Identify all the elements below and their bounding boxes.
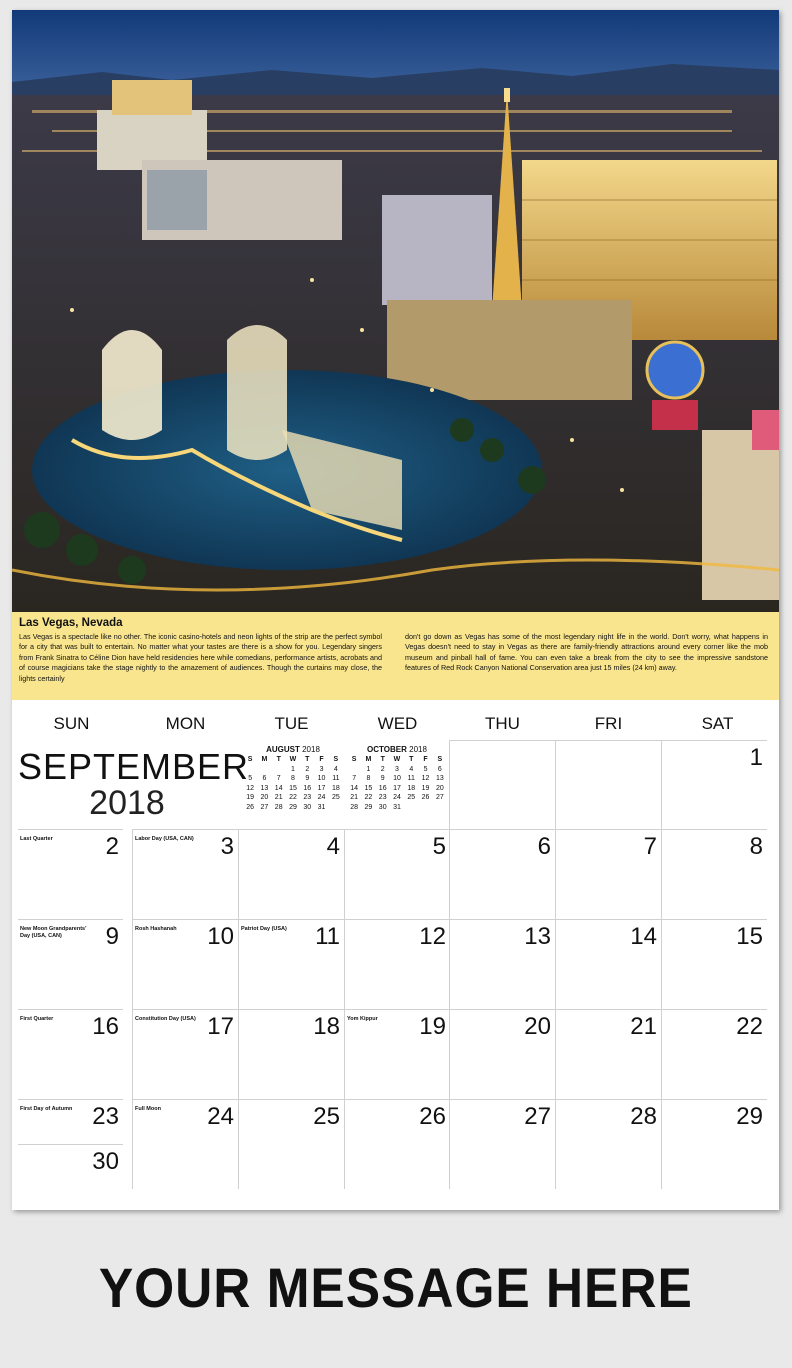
mini-day: 4 (333, 765, 338, 773)
day-number: 2 (105, 833, 119, 860)
mini-day: 4 (409, 765, 414, 773)
day-cell-30 (18, 1144, 123, 1189)
day-number: 10 (207, 923, 234, 950)
caption-text-left: Las Vegas is a spectacle like no other. The iconic casino-hotels and neon lights of the strip are the perfect symbol for a city that was built to entertain. No matter what your tastes are there is a show for you. Legendary singers from Frank Sinatra to Céline Dion have held residencies here while comedians, performance artists, acrobats and of course magicians take the stage nightly to the amazement of audiences. Though the curtains may close, the lights certainly (19, 632, 382, 683)
ad-text: YOUR MESSAGE HERE (99, 1256, 693, 1319)
mini-day: 31 (393, 803, 401, 811)
year-title: 2018 (89, 784, 165, 822)
empty-day-cell (449, 740, 555, 830)
mini-day: 20 (435, 784, 444, 792)
mini-day: 10 (393, 775, 401, 783)
mini-day: 2 (380, 765, 385, 773)
day-cell-18 (238, 1009, 344, 1099)
day-cell-20 (449, 1009, 555, 1099)
mini-day: 15 (289, 784, 297, 792)
day-cell-22 (661, 1009, 767, 1099)
mini-weekday: S (247, 756, 253, 764)
mini-day: 22 (364, 794, 373, 802)
mini-weekday: F (319, 756, 324, 764)
mini-day: 20 (260, 794, 269, 802)
mini-day (243, 765, 257, 775)
day-number: 23 (92, 1103, 119, 1130)
day-number: 26 (419, 1103, 446, 1130)
mini-day (418, 803, 432, 813)
day-number: 25 (313, 1103, 340, 1130)
mini-day: 5 (423, 765, 428, 773)
mini-day: 12 (246, 784, 255, 792)
mini-day: 1 (366, 765, 371, 773)
mini-day: 17 (317, 784, 326, 792)
mini-day: 15 (364, 784, 373, 792)
day-name-sun: SUN (53, 714, 90, 733)
day-cell-17 (132, 1009, 238, 1099)
mini-day: 21 (274, 794, 283, 802)
mini-day: 11 (332, 775, 340, 783)
day-event: Constitution Day (USA) (135, 1016, 196, 1022)
mini-day (433, 803, 447, 813)
day-name-sat: SAT (701, 714, 734, 733)
mini-day: 26 (421, 794, 430, 802)
mini-october-month: OCTOBER (367, 745, 407, 754)
day-cell-2 (18, 829, 123, 919)
day-cell-3 (132, 829, 238, 919)
day-number: 28 (630, 1103, 657, 1130)
mini-day: 18 (407, 784, 416, 792)
day-name-fri: FRI (594, 714, 623, 733)
day-event: New Moon Grandparents' Day (USA, CAN) (20, 926, 87, 939)
your-message-banner (0, 1255, 792, 1320)
mini-weekday: T (276, 756, 281, 764)
day-cell-26 (344, 1099, 450, 1189)
mini-day (347, 765, 361, 775)
mini-day: 11 (407, 775, 415, 783)
day-number: 1 (749, 744, 763, 771)
day-event: Last Quarter (20, 836, 53, 842)
day-event: Full Moon (135, 1106, 161, 1112)
day-cell-28 (555, 1099, 661, 1189)
mini-day: 8 (366, 775, 371, 783)
las-vegas-photo (12, 10, 779, 612)
mini-day: 16 (378, 784, 387, 792)
mini-day: 28 (350, 803, 359, 811)
day-number: 7 (643, 833, 657, 860)
mini-weekday: W (289, 756, 297, 764)
day-cell-27 (449, 1099, 555, 1189)
mini-day: 28 (274, 803, 283, 811)
day-number: 8 (749, 833, 763, 860)
mini-day: 22 (289, 794, 297, 802)
mini-day: 18 (331, 784, 340, 792)
day-number: 21 (630, 1013, 657, 1040)
day-cell-21 (555, 1009, 661, 1099)
day-number: 22 (736, 1013, 763, 1040)
mini-weekday: T (380, 756, 385, 764)
mini-weekday: T (305, 756, 310, 764)
mini-day: 27 (260, 803, 269, 811)
day-number: 9 (105, 923, 119, 950)
day-number: 20 (524, 1013, 551, 1040)
day-number: 12 (419, 923, 446, 950)
day-cell-7 (555, 829, 661, 919)
day-cell-9 (18, 919, 123, 1009)
day-name-tue: TUE (274, 714, 309, 733)
day-number: 29 (736, 1103, 763, 1130)
mini-day: 6 (262, 775, 267, 783)
mini-day: 6 (437, 765, 442, 773)
mini-day: 3 (319, 765, 324, 773)
day-number: 27 (524, 1103, 551, 1130)
mini-weekday: W (393, 756, 401, 764)
empty-day-cell (661, 740, 767, 830)
mini-day: 23 (303, 794, 312, 802)
mini-day: 21 (350, 794, 359, 802)
mini-day: 10 (317, 775, 326, 783)
mini-day: 26 (246, 803, 255, 811)
mini-day: 25 (331, 794, 340, 802)
mini-day: 30 (378, 803, 387, 811)
mini-day: 27 (435, 794, 444, 802)
mini-day: 25 (407, 794, 416, 802)
day-number: 13 (524, 923, 551, 950)
mini-day: 16 (303, 784, 312, 792)
day-cell-16 (18, 1009, 123, 1099)
day-number: 17 (207, 1013, 234, 1040)
mini-day: 5 (248, 775, 253, 783)
day-cell-6 (449, 829, 555, 919)
mini-day: 12 (421, 775, 430, 783)
mini-day: 13 (435, 775, 444, 783)
day-number: 16 (92, 1013, 119, 1040)
mini-day: 23 (378, 794, 387, 802)
mini-day: 8 (291, 775, 295, 783)
mini-day: 24 (393, 794, 401, 802)
day-number: 18 (313, 1013, 340, 1040)
day-cell-4 (238, 829, 344, 919)
day-cell-29 (661, 1099, 767, 1189)
mini-weekday: S (351, 756, 357, 764)
mini-day: 14 (274, 784, 283, 792)
mini-day (329, 803, 343, 813)
day-cell-13 (449, 919, 555, 1009)
mini-august-month: AUGUST (266, 745, 300, 754)
mini-october-year: 2018 (409, 745, 427, 754)
mini-day: 3 (395, 765, 399, 773)
empty-day-cell (555, 740, 661, 830)
day-event: First Quarter (20, 1016, 54, 1022)
day-cell-8 (661, 829, 767, 919)
caption-title: Las Vegas, Nevada (19, 617, 123, 629)
mini-day: 31 (317, 803, 326, 811)
mini-day: 14 (350, 784, 359, 792)
month-title: SEPTEMBER (18, 746, 250, 787)
day-cell-15 (661, 919, 767, 1009)
day-name-wed: WED (377, 714, 418, 733)
mini-day: 17 (393, 784, 401, 792)
day-number: 14 (630, 923, 657, 950)
mini-day: 9 (380, 775, 385, 783)
mini-day: 7 (276, 775, 281, 783)
day-cell-24 (132, 1099, 238, 1189)
day-cell-19 (344, 1009, 450, 1099)
mini-calendar-august (243, 745, 343, 812)
day-cell-5 (344, 829, 450, 919)
day-cell-25 (238, 1099, 344, 1189)
day-number: 24 (207, 1103, 234, 1130)
day-number: 3 (220, 833, 234, 860)
day-name-thu: THU (485, 714, 520, 733)
day-number: 30 (92, 1148, 119, 1175)
mini-day (404, 803, 418, 813)
day-number: 5 (432, 833, 446, 860)
day-number: 4 (326, 833, 340, 860)
mini-day: 1 (291, 765, 295, 773)
day-number: 19 (419, 1013, 446, 1040)
photo-caption (12, 612, 779, 700)
mini-day: 2 (305, 765, 310, 773)
mini-weekday: S (333, 756, 339, 764)
mini-weekday: T (409, 756, 414, 764)
mini-day: 19 (246, 794, 255, 802)
mini-day (257, 765, 271, 775)
mini-day: 9 (305, 775, 310, 783)
day-event: First Day of Autumn (20, 1106, 73, 1112)
mini-day: 7 (352, 775, 357, 783)
mini-weekday: F (423, 756, 428, 764)
mini-day: 29 (289, 803, 297, 811)
day-cell-14 (555, 919, 661, 1009)
mini-day: 24 (317, 794, 326, 802)
day-event: Labor Day (USA, CAN) (135, 836, 194, 842)
day-event: Patriot Day (USA) (241, 926, 287, 932)
mini-day: 13 (260, 784, 269, 792)
day-event: Rosh Hashanah (135, 926, 177, 932)
mini-weekday: S (437, 756, 443, 764)
day-event: Yom Kippur (347, 1016, 378, 1022)
caption-text-right: don't go down as Vegas has some of the most legendary night life in the world. Don't worry, what happens in Vegas doesn't need to stay in Vegas as there are family-friendly attractions around every corner like the mob museum and pinball hall of fame. You can even take a break from the city to see the impressive sandstone features of Red Rock Canyon National Conservation area just 15 miles (24 km) away. (405, 632, 768, 673)
mini-day: 30 (303, 803, 312, 811)
day-cell-12 (344, 919, 450, 1009)
day-name-mon: MON (165, 714, 206, 733)
day-number: 15 (736, 923, 763, 950)
mini-weekday: M (261, 756, 268, 764)
mini-day: 29 (364, 803, 373, 811)
mini-weekday: M (365, 756, 372, 764)
day-number: 6 (537, 833, 551, 860)
day-cell-10 (132, 919, 238, 1009)
mini-day: 19 (421, 784, 430, 792)
mini-august-year: 2018 (302, 745, 320, 754)
mini-calendar-october (347, 745, 447, 812)
mini-day (272, 765, 286, 775)
day-cell-11 (238, 919, 344, 1009)
day-number: 11 (315, 923, 340, 950)
